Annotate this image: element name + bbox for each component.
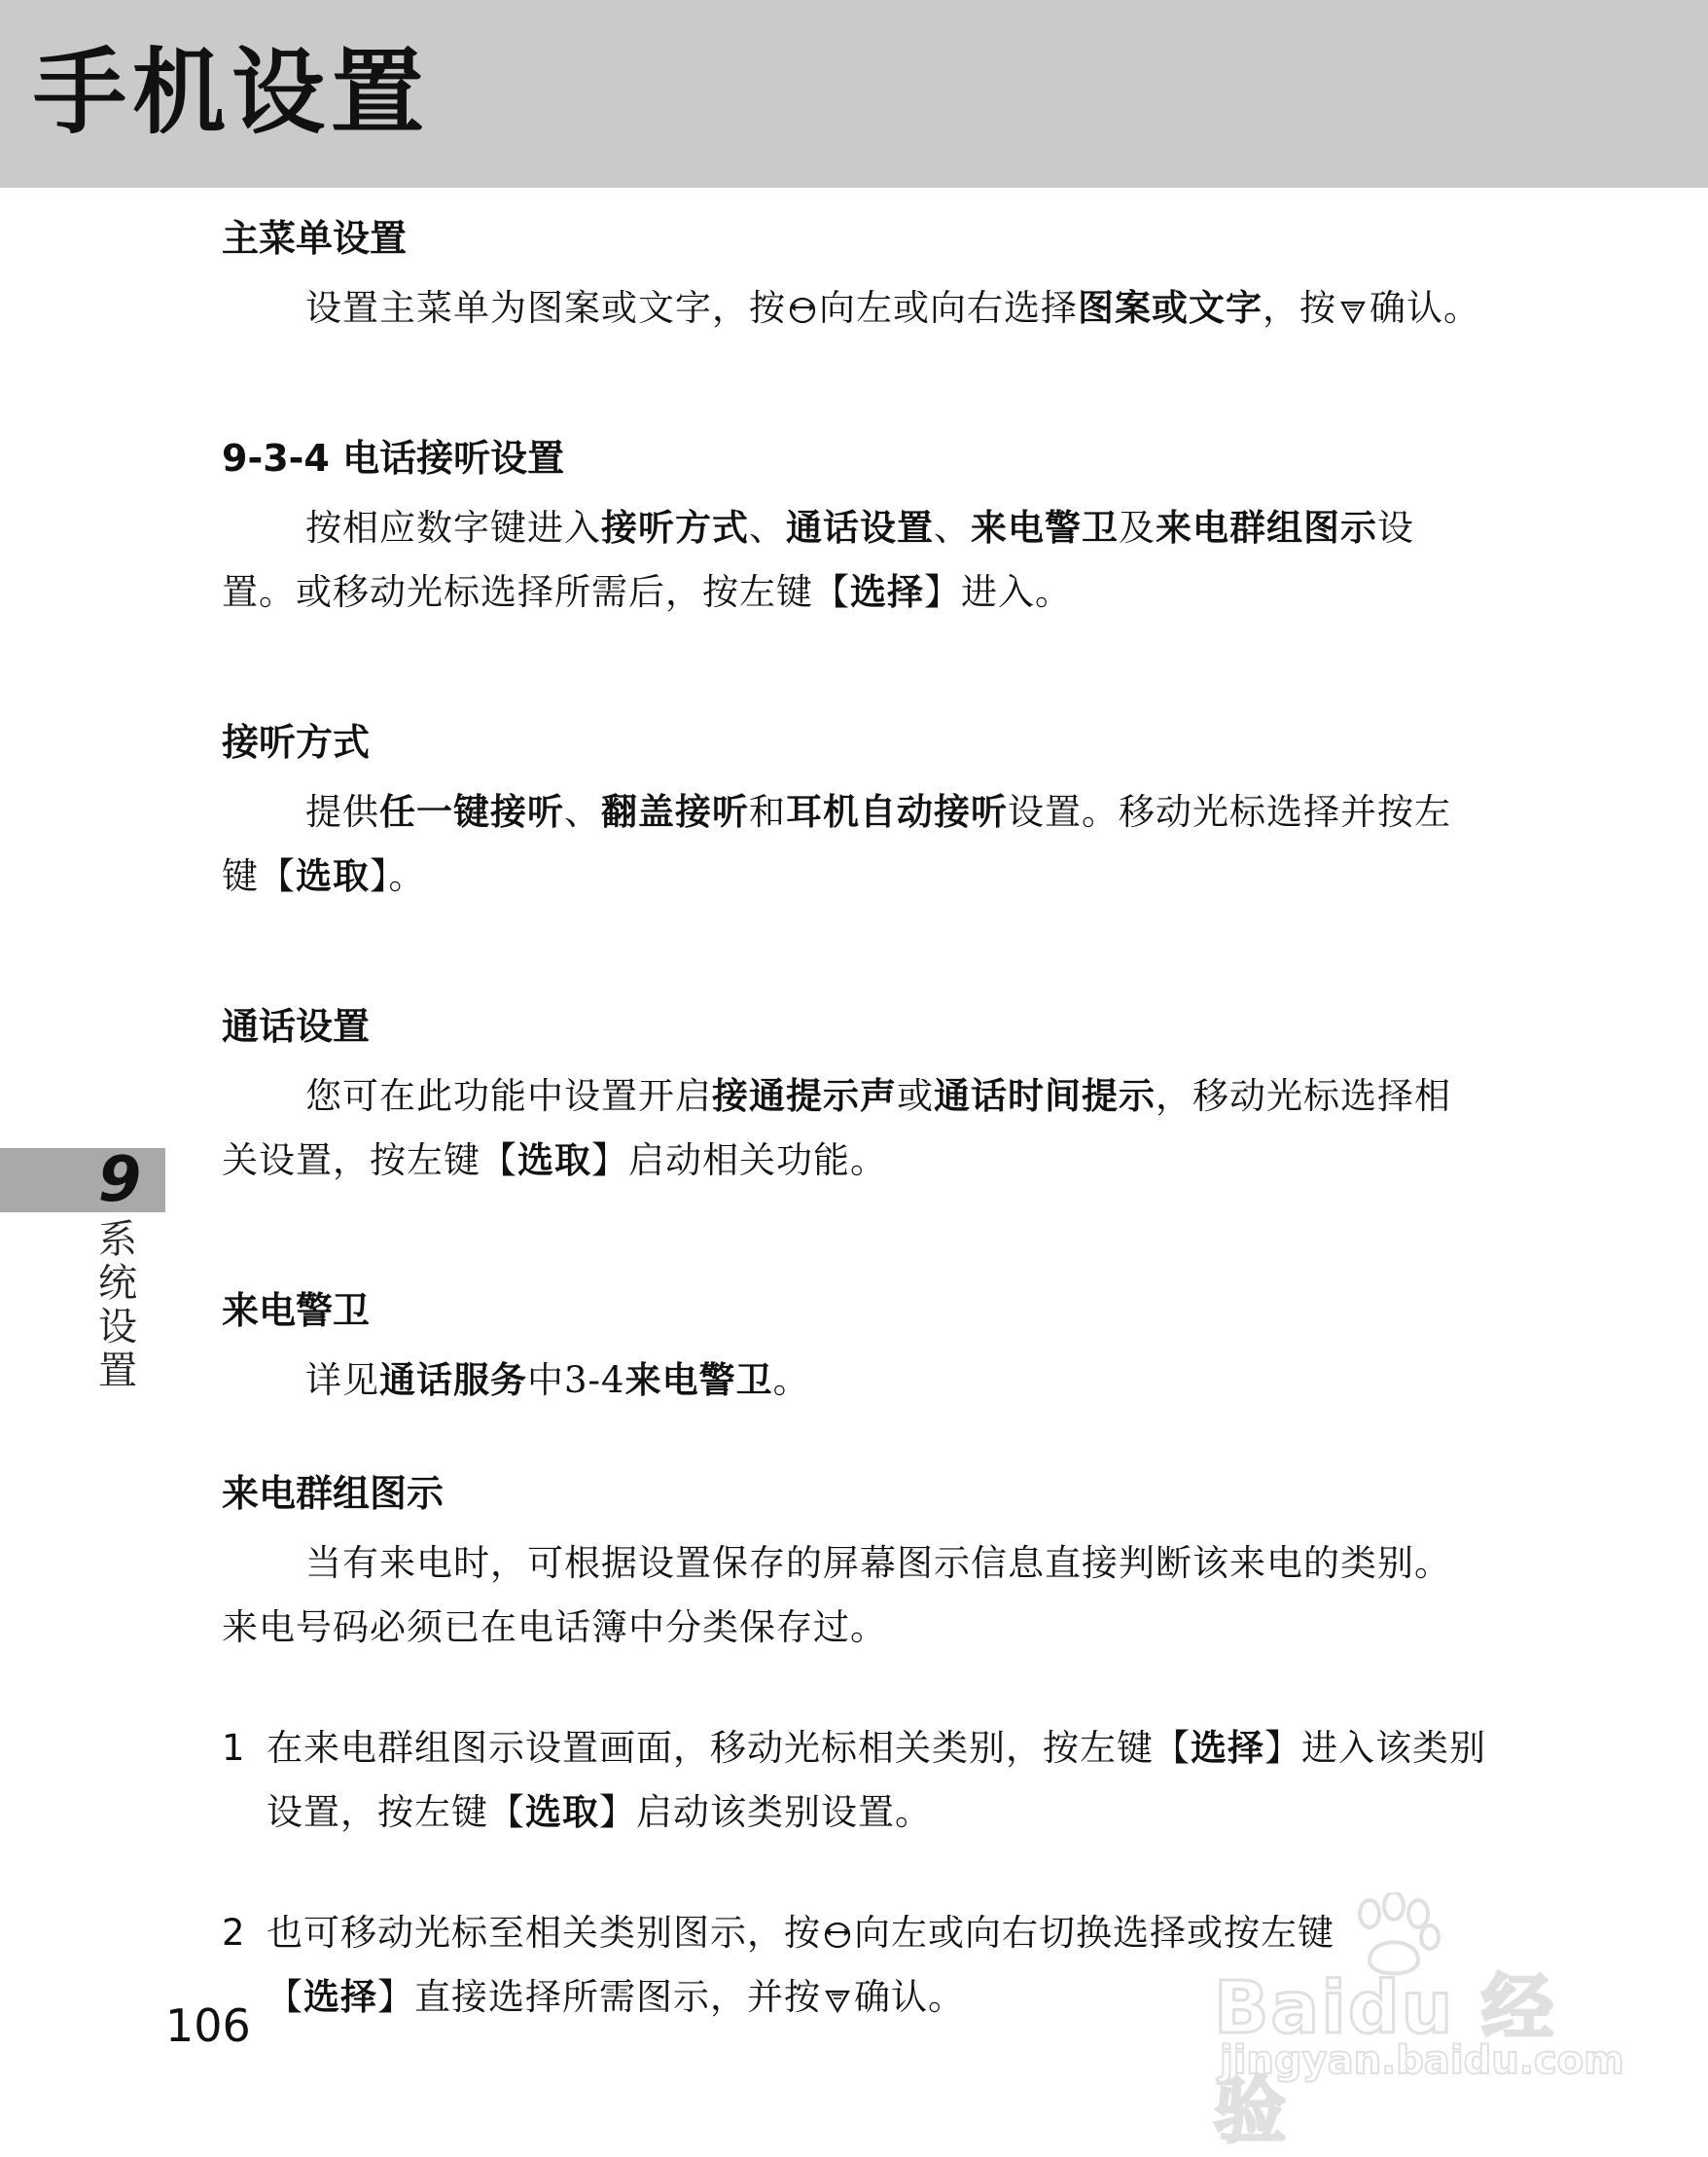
watermark <box>1214 1892 1624 2153</box>
nav-circle-icon <box>788 295 817 324</box>
section-heading-call-setting: 通话设置 <box>222 1005 371 1048</box>
section-heading-answer-mode: 接听方式 <box>222 721 371 764</box>
chapter-label: 系统设置 <box>98 1217 137 1393</box>
page-number: 106 <box>165 1999 251 2052</box>
list-item: 2 也可移动光标至相关类别图示，按 向左或向右切换选择或按左键 【选择】直接选择所需图示，并按 确认。 <box>222 1901 1486 2030</box>
section-heading-main-menu: 主菜单设置 <box>222 217 408 260</box>
watermark-logo-text: Baidu 经验 <box>1214 1966 1556 2153</box>
paragraph-caller-group: 当有来电时，可根据设置保存的屏幕图示信息直接判断该来电的类别。来电号码必须已在电话簿中分类保存过。 <box>222 1542 1451 1648</box>
paragraph-call-setting: 您可在此功能中设置开启接通提示声或通话时间提示，移动光标选择相关设置，按左键【选取】启动相关功能。 <box>222 1075 1451 1181</box>
paragraph-call-guard: 详见通话服务中3-4来电警卫。 <box>305 1359 810 1401</box>
watermark-url: jingyan.baidu.com <box>1220 2038 1624 2083</box>
ok-key-icon <box>1338 295 1368 324</box>
main-content <box>222 214 1486 2030</box>
nav-circle-icon <box>823 1920 852 1949</box>
ok-key-icon <box>823 1984 852 2013</box>
list-item: 1 在来电群组图示设置画面，移动光标相关类别，按左键【选择】进入该类别设置，按左键【选取】启动该类别设置。 <box>222 1716 1486 1845</box>
paragraph-answer-setting: 按相应数字键进入接听方式、通话设置、来电警卫及来电群组图示设置。或移动光标选择所需后，按左键【选择】进入。 <box>222 507 1414 613</box>
list-number: 2 <box>222 1912 246 1954</box>
section-heading-answer-setting: 9-3-4 电话接听设置 <box>222 437 565 480</box>
section-heading-call-guard: 来电警卫 <box>222 1289 371 1332</box>
list-number: 1 <box>222 1727 246 1769</box>
paragraph-answer-mode: 提供任一键接听、翻盖接听和耳机自动接听设置。移动光标选择并按左键【选取】。 <box>222 791 1451 897</box>
section-heading-caller-group: 来电群组图示 <box>222 1472 445 1515</box>
paragraph-main-menu: 设置主菜单为图案或文字，按 向左或向右选择图案或文字，按 确认。 <box>305 287 1480 329</box>
chapter-number: 9 <box>97 1144 142 1216</box>
page-title: 手机设置 <box>33 38 430 147</box>
